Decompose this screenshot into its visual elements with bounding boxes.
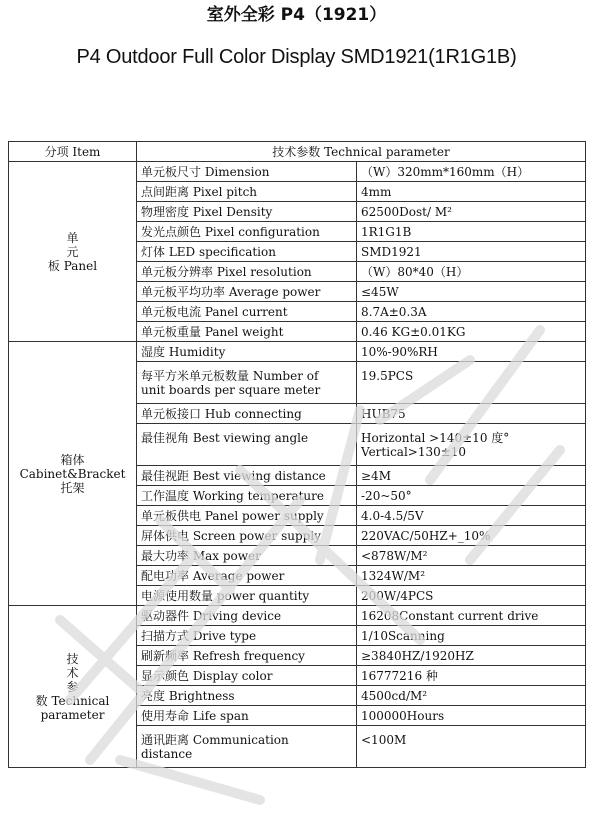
param-name: [137, 182, 357, 202]
param-name: [137, 706, 357, 726]
param-value: [357, 242, 586, 262]
table-row: [9, 162, 586, 182]
header-param: 技术参数 Technical parameter: [137, 142, 586, 162]
param-value-line: HUB75: [361, 406, 406, 421]
param-value: [357, 302, 586, 322]
param-name-line: 物理密度 Pixel Density: [141, 204, 273, 219]
param-name-line: unit boards per square meter: [141, 382, 321, 397]
param-value: [357, 546, 586, 566]
group-label-line: 参: [66, 679, 79, 694]
param-value-line: [361, 383, 581, 397]
param-value-line: 19.5PCS: [361, 368, 414, 383]
param-name-line: 湿度 Humidity: [141, 344, 226, 359]
param-value: [357, 424, 586, 466]
param-value: [357, 706, 586, 726]
param-name: [137, 466, 357, 486]
param-name: [137, 626, 357, 646]
param-name-line: 电源使用数量 power quantity: [141, 588, 310, 603]
header-item: 分项 Item: [9, 142, 137, 162]
param-value-line: 220VAC/50HZ+_10%: [361, 528, 491, 543]
param-name: [137, 342, 357, 362]
param-name: [137, 404, 357, 424]
param-value-line: ≥4M: [361, 468, 391, 483]
param-value-line: Vertical>130±10: [361, 444, 467, 459]
param-value-line: <878W/M²: [361, 548, 428, 563]
param-name: [137, 546, 357, 566]
param-value: [357, 202, 586, 222]
spec-table-body: [9, 162, 586, 768]
param-value-line: 4.0-4.5/5V: [361, 508, 424, 523]
param-value-line: <100M: [361, 732, 407, 747]
param-name: [137, 302, 357, 322]
param-value: [357, 566, 586, 586]
param-value: [357, 726, 586, 768]
param-value: [357, 506, 586, 526]
param-name-line: 屏体供电 Screen power supply: [141, 528, 321, 543]
param-name-line: distance: [141, 746, 193, 761]
param-value: [357, 526, 586, 546]
param-value-line: 0.46 KG±0.01KG: [361, 324, 466, 339]
param-name-line: 驱动器件 Driving device: [141, 608, 282, 623]
table-row: [9, 342, 586, 362]
param-name-line: 发光点颜色 Pixel configuration: [141, 224, 320, 239]
group-label: [9, 342, 137, 606]
param-name: [137, 262, 357, 282]
param-value: [357, 282, 586, 302]
param-name-line: 单元板尺寸 Dimension: [141, 164, 270, 179]
param-value-line: ≥3840HZ/1920HZ: [361, 648, 474, 663]
param-name-line: 单元板电流 Panel current: [141, 304, 288, 319]
spec-table: [8, 141, 586, 768]
param-name-line: 配电功率 Average power: [141, 568, 285, 583]
param-value: [357, 486, 586, 506]
param-name-line: 单元板供电 Panel power supply: [141, 508, 324, 523]
param-name-line: 每平方米单元板数量 Number of: [141, 368, 319, 383]
param-value-line: 16777216 种: [361, 668, 438, 683]
param-name-line: 扫描方式 Drive type: [141, 628, 257, 643]
param-value: [357, 686, 586, 706]
param-value: [357, 342, 586, 362]
param-value-line: ≤45W: [361, 284, 399, 299]
param-value: [357, 646, 586, 666]
param-value-line: -20~50°: [361, 488, 412, 503]
param-name-line: 灯体 LED specification: [141, 244, 276, 259]
param-name: [137, 506, 357, 526]
param-value-line: 10%-90%RH: [361, 344, 438, 359]
param-value-line: 4mm: [361, 184, 392, 199]
param-name: [137, 424, 357, 466]
param-name: [137, 666, 357, 686]
group-label-line: Cabinet&Bracket: [19, 466, 126, 481]
group-label-line: 箱体: [60, 452, 85, 467]
param-name-line: [141, 445, 352, 459]
param-value: [357, 322, 586, 342]
param-value-line: Horizontal >140±10 度°: [361, 430, 510, 445]
param-value-line: （W）320mm*160mm（H）: [361, 164, 530, 179]
param-name-line: 最大功率 Max power: [141, 548, 261, 563]
table-row: [9, 606, 586, 626]
param-value-line: SMD1921: [361, 244, 422, 259]
param-value: [357, 666, 586, 686]
page-title-en: P4 Outdoor Full Color Display SMD1921(1R1G1B): [76, 46, 517, 68]
param-name-line: 单元板分辨率 Pixel resolution: [141, 264, 312, 279]
table-header-row: [9, 142, 586, 162]
param-name-line: 单元板重量 Panel weight: [141, 324, 284, 339]
param-name-line: 使用寿命 Life span: [141, 708, 249, 723]
param-value: [357, 362, 586, 404]
param-name: [137, 566, 357, 586]
param-name: [137, 362, 357, 404]
param-value: [357, 222, 586, 242]
param-value-line: 8.7A±0.3A: [361, 304, 427, 319]
param-name: [137, 586, 357, 606]
param-value-line: （W）80*40（H）: [361, 264, 469, 279]
param-name: [137, 726, 357, 768]
param-value: [357, 466, 586, 486]
param-value: [357, 182, 586, 202]
page-title-cn: 室外全彩 P4（1921）: [206, 5, 387, 25]
param-name: [137, 526, 357, 546]
param-name: [137, 486, 357, 506]
group-label-line: 单: [66, 230, 79, 245]
group-label-line: parameter: [40, 707, 105, 722]
param-name-line: 通讯距离 Communication: [141, 732, 289, 747]
param-name: [137, 606, 357, 626]
param-value: [357, 606, 586, 626]
group-label-line: 数 Technical: [35, 693, 110, 708]
param-name-line: 工作温度 Working temperature: [141, 488, 324, 503]
group-label-line: 板 Panel: [47, 258, 98, 273]
param-name-line: 刷新频率 Refresh frequency: [141, 648, 305, 663]
param-value-line: 62500Dost/ M²: [361, 204, 452, 219]
param-name: [137, 282, 357, 302]
param-name-line: 单元板平均功率 Average power: [141, 284, 321, 299]
group-label-line: 术: [66, 665, 79, 680]
param-name-line: 显示颜色 Display color: [141, 668, 273, 683]
param-value: [357, 162, 586, 182]
param-name-line: 最佳视距 Best viewing distance: [141, 468, 326, 483]
param-name-line: 单元板接口 Hub connecting: [141, 406, 302, 421]
group-label-line: 技: [66, 651, 79, 666]
param-value-line: 1324W/M²: [361, 568, 426, 583]
param-name: [137, 242, 357, 262]
param-name: [137, 162, 357, 182]
param-value: [357, 626, 586, 646]
param-name: [137, 222, 357, 242]
param-name-line: 点间距离 Pixel pitch: [141, 184, 258, 199]
param-value-line: [361, 747, 581, 761]
param-value: [357, 404, 586, 424]
param-name: [137, 646, 357, 666]
param-value-line: 200W/4PCS: [361, 588, 434, 603]
group-label-line: 托架: [60, 480, 85, 495]
param-value-line: 1/10Scanning: [361, 628, 445, 643]
param-value: [357, 586, 586, 606]
param-value-line: 4500cd/M²: [361, 688, 428, 703]
group-label: [9, 606, 137, 768]
param-name: [137, 322, 357, 342]
param-value: [357, 262, 586, 282]
param-name-line: 亮度 Brightness: [141, 688, 235, 703]
param-value-line: 16208Constant current drive: [361, 608, 539, 623]
param-name-line: 最佳视角 Best viewing angle: [141, 430, 309, 445]
group-label: [9, 162, 137, 342]
param-name: [137, 202, 357, 222]
param-value-line: 1R1G1B: [361, 224, 412, 239]
group-label-line: 元: [66, 244, 79, 259]
param-value-line: 100000Hours: [361, 708, 445, 723]
param-name: [137, 686, 357, 706]
